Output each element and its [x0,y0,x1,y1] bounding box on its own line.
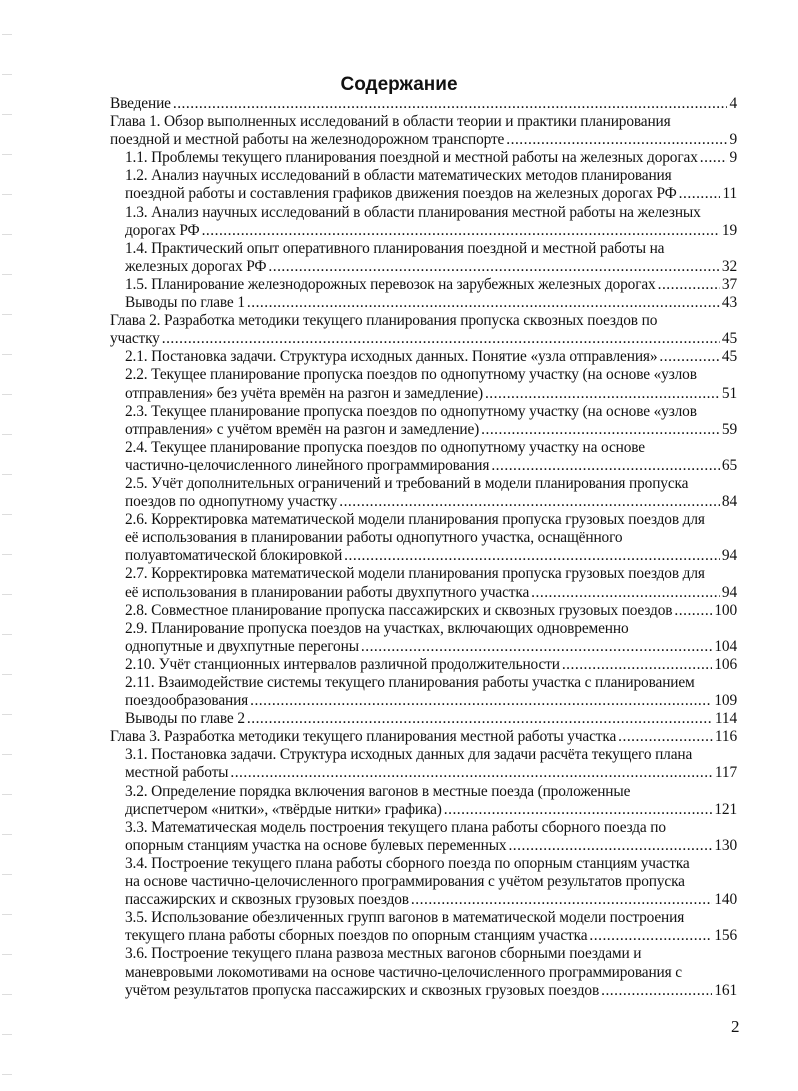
toc-section-entry[interactable] [110,909,737,945]
toc-section-entry[interactable] [110,439,737,475]
toc-entry-title: 1.5. Планирование железнодорожных перевозок на зарубежных железных дорогах ..... [125,276,656,293]
toc-section-entry[interactable] [110,783,737,819]
toc-entry-title: 2.5. Учёт дополнительных ограничений и требований в модели планирования пропуска поездов по однопутному участку ..... [125,475,688,510]
toc-entry-title: 1.4. Практический опыт оперативного планирования поездной и местной работы на железных дорогах РФ ..... [125,240,664,275]
toc-section-entry[interactable] [110,149,737,167]
toc-entry-title: 2.8. Совместное планирование пропуска пассажирских и сквозных грузовых поездов ..... [125,602,672,619]
toc-chapter-entry[interactable] [110,113,737,149]
toc-entry-page: 43 [721,294,737,312]
toc-section-entry[interactable] [110,475,737,511]
toc-entry-title: 3.2. Определение порядка включения вагонов в местные поезда (проложенные диспетчером «нитки», «твёрдые нитки» графика) ..... [125,783,630,818]
toc-section-entry[interactable] [110,945,737,999]
toc-entry-page: 121 [714,800,737,818]
toc-entry-page: 51 [721,384,737,402]
toc-entry-page: 104 [714,637,737,655]
toc-entry-title: 2.6. Корректировка математической модели планирования пропуска грузовых поездов для её использования в планировании работы однопутного участка, оснащённого полуавтоматической блокировкой ..... [125,511,705,564]
toc-entry-title: 2.9. Планирование пропуска поездов на участках, включающих одновременно однопутные и двухпутные перегоны ..... [125,620,629,655]
toc-chapter-entry[interactable] [110,728,737,746]
toc-section-entry[interactable] [110,620,737,656]
toc-entry-title: Выводы по главе 1 ..... [125,294,245,311]
toc-entry-title: 2.11. Взаимодействие системы текущего планирования работы участка с планированием поездообразования ..... [125,674,695,709]
toc-entry-page: 161 [714,981,737,999]
toc-entry-title: 3.1. Постановка задачи. Структура исходных данных для задачи расчёта текущего плана местной работы ..... [125,746,692,781]
toc-section-entry[interactable] [110,204,737,240]
toc-entry-title: 1.3. Анализ научных исследований в области планирования местной работы на железных дорогах РФ ..... [125,204,701,239]
toc-entry-title: 2.4. Текущее планирование пропуска поездов по однопутному участку на основе частично-целочисленного линейного программирования ..... [125,439,645,474]
toc-entry-page: 94 [721,547,737,565]
toc-entry-page: 114 [714,710,737,728]
toc-entry-page: 65 [721,456,737,474]
toc-entry-page: 130 [714,836,737,854]
toc-entry-title: 2.7. Корректировка математической модели планирования пропуска грузовых поездов для её использования в планировании работы двухпутного участка ..... [125,565,705,600]
toc-section-entry[interactable] [110,602,737,620]
toc-section-entry[interactable] [110,294,737,312]
toc-entry-title: 2.3. Текущее планирование пропуска поездов по однопутному участку (на основе «узлов отправления» с учётом времён на разгон и замедление) ..... [125,403,697,438]
toc-entry-title: Введение ..... [110,95,171,112]
toc-entry-page: 59 [721,420,737,438]
toc-entry-title: Выводы по главе 2 ..... [125,710,245,727]
toc-entry-page: 32 [721,257,737,275]
scan-margin-artifacts [2,20,12,1080]
toc-entry-page: 11 [722,185,737,203]
toc-section-entry[interactable] [110,403,737,439]
page-title: Содержание [340,74,458,95]
toc-entry-title: 1.2. Анализ научных исследований в области математических методов планирования поездной работы и составления графиков движения поездов на железных дорогах РФ ..... [125,167,677,202]
toc-entry-title: 3.3. Математическая модель построения текущего плана работы сборного поезда по опорным станциям участка на основе булевых переменных ..... [125,819,666,854]
toc-entry-page: 9 [729,131,737,149]
toc-entry-title: Глава 2. Разработка методики текущего планирования пропуска сквозных поездов по участку ..... [110,312,657,347]
toc-section-entry[interactable] [110,855,737,909]
toc-section-entry[interactable] [110,819,737,855]
toc-entry-title: 2.2. Текущее планирование пропуска поездов по однопутному участку (на основе «узлов отправления» без учёта времён на разгон и замедление) ..... [125,366,697,401]
toc-section-entry[interactable] [110,366,737,402]
toc-section-entry[interactable] [110,656,737,674]
toc-entry-page: 84 [721,493,737,511]
page-number: 2 [731,1017,740,1036]
toc-chapter-entry[interactable] [110,312,737,348]
toc-section-entry[interactable] [110,565,737,601]
toc-entry-title: 3.4. Построение текущего плана работы сборного поезда по опорным станциям участка на основе частично-целочисленного программирования с учётом результатов пропуска пассажирских и сквозных грузовых поездов ..... [125,855,690,908]
toc-entry-page: 106 [714,655,737,673]
toc-section-entry[interactable] [110,674,737,710]
table-of-contents [110,95,737,1000]
toc-section-entry[interactable] [110,348,737,366]
toc-entry-title: Глава 3. Разработка методики текущего планирования местной работы участка ..... [110,728,616,745]
toc-entry-page: 109 [714,692,737,710]
toc-entry-title: 1.1. Проблемы текущего планирования поездной и местной работы на железных дорогах ..... [125,149,698,166]
toc-section-entry[interactable] [110,746,737,782]
toc-section-entry[interactable] [110,276,737,294]
toc-entry-page: 4 [729,95,737,112]
toc-entry-title: 2.10. Учёт станционных интервалов различной продолжительности ..... [125,656,560,673]
toc-entry-page: 117 [714,764,737,782]
toc-entry-page: 37 [721,275,737,293]
toc-entry-page: 140 [714,891,737,909]
toc-entry-page: 116 [714,728,737,746]
toc-entry-page: 100 [714,601,737,619]
toc-entry-page: 156 [714,927,737,945]
toc-entry-page: 45 [721,330,737,348]
toc-entry-title: 2.1. Постановка задачи. Структура исходных данных. Понятие «узла отправления» ..... [125,348,657,365]
toc-entry-page: 19 [721,221,737,239]
toc-section-entry[interactable] [110,511,737,565]
toc-entry-title: Глава 1. Обзор выполненных исследований в области теории и практики планирования поездной и местной работы на железнодорожном транспорте ..... [110,113,671,148]
toc-section-entry[interactable] [110,240,737,276]
toc-chapter-entry[interactable] [110,95,737,113]
toc-entry-page: 45 [721,348,737,366]
toc-entry-title: 3.6. Построение текущего плана развоза местных вагонов сборными поездами и маневровыми локомотивами на основе частично-целочисленного программирования с учётом результатов пропуска пассажирских и сквозных грузовых поездов ..... [125,945,682,998]
toc-entry-page: 94 [721,583,737,601]
toc-entry-title: 3.5. Использование обезличенных групп вагонов в математической модели построения текущего плана работы сборных поездов по опорным станциям участка ..... [125,909,684,944]
toc-entry-page: 9 [729,149,737,167]
toc-section-entry[interactable] [110,710,737,728]
toc-section-entry[interactable] [110,167,737,203]
